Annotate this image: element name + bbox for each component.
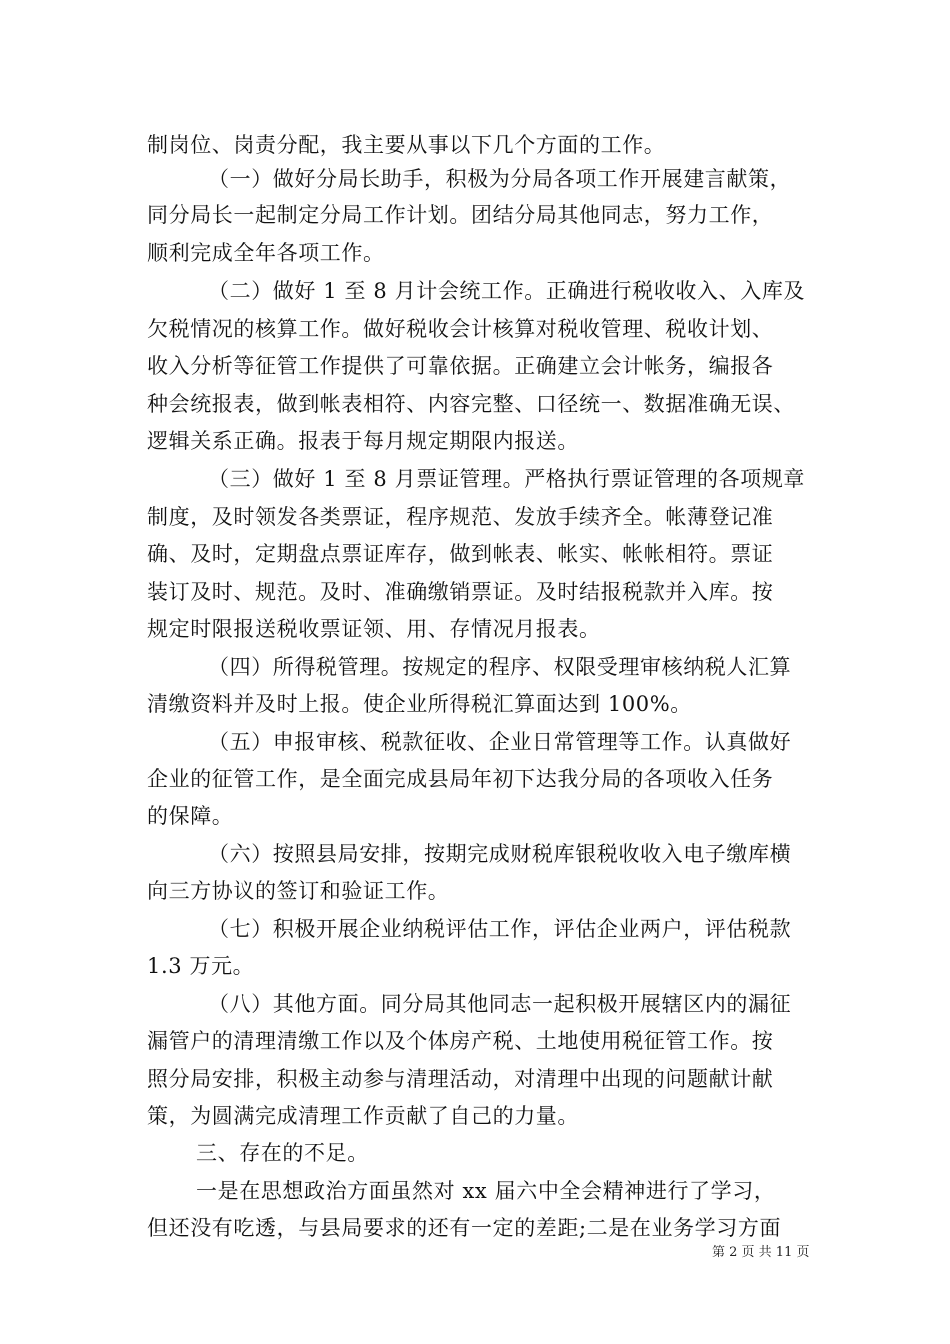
text-line: 一是在思想政治方面虽然对 xx 届六中全会精神进行了学习， — [196, 1179, 776, 1203]
text-line: 规定时限报送税收票证领、用、存情况月报表。 — [147, 617, 601, 641]
text-line: 企业的征管工作，是全面完成县局年初下达我分局的各项收入任务 — [147, 767, 774, 791]
text-line: 三、存在的不足。 — [196, 1141, 369, 1165]
text-line: 照分局安排，积极主动参与清理活动，对清理中出现的问题献计献 — [147, 1067, 774, 1091]
text-line: 制度，及时领发各类票证，程序规范、发放手续齐全。帐薄登记准 — [147, 505, 774, 529]
text-line: 欠税情况的核算工作。做好税收会计核算对税收管理、税收计划、 — [147, 317, 774, 341]
text-line: （四）所得税管理。按规定的程序、权限受理审核纳税人汇算 — [208, 655, 792, 679]
text-line: （六）按照县局安排，按期完成财税库银税收收入电子缴库横 — [208, 842, 792, 866]
text-line: 制岗位、岗责分配，我主要从事以下几个方面的工作。 — [147, 133, 666, 157]
text-line: 1.3 万元。 — [147, 954, 255, 978]
text-line: 逻辑关系正确。报表于每月规定期限内报送。 — [147, 429, 579, 453]
text-line: （二）做好 1 至 8 月计会统工作。正确进行税收收入、入库及 — [208, 279, 806, 303]
text-line: （一）做好分局长助手，积极为分局各项工作开展建言献策， — [208, 167, 792, 191]
text-line: 同分局长一起制定分局工作计划。团结分局其他同志，努力工作， — [147, 203, 774, 227]
text-line: （七）积极开展企业纳税评估工作，评估企业两户，评估税款 — [208, 917, 792, 941]
text-line: （八）其他方面。同分局其他同志一起积极开展辖区内的漏征 — [208, 992, 792, 1016]
text-line: 但还没有吃透，与县局要求的还有一定的差距;二是在业务学习方面 — [147, 1216, 782, 1240]
text-line: 策，为圆满完成清理工作贡献了自己的力量。 — [147, 1104, 579, 1128]
text-line: （五）申报审核、税款征收、企业日常管理等工作。认真做好 — [208, 730, 792, 754]
text-line: 向三方协议的签订和验证工作。 — [147, 879, 450, 903]
text-line: 确、及时，定期盘点票证库存，做到帐表、帐实、帐帐相符。票证 — [147, 542, 774, 566]
text-line: 漏管户的清理清缴工作以及个体房产税、土地使用税征管工作。按 — [147, 1029, 774, 1053]
text-line: 的保障。 — [147, 804, 234, 828]
text-line: 种会统报表，做到帐表相符、内容完整、口径统一、数据准确无误、 — [147, 392, 795, 416]
text-line: 顺利完成全年各项工作。 — [147, 241, 385, 265]
text-line: 清缴资料并及时上报。使企业所得税汇算面达到 100%。 — [147, 692, 692, 716]
page-number: 第 2 页 共 11 页 — [712, 1245, 810, 1260]
text-line: 装订及时、规范。及时、准确缴销票证。及时结报税款并入库。按 — [147, 580, 774, 604]
text-line: 收入分析等征管工作提供了可靠依据。正确建立会计帐务，编报各 — [147, 354, 774, 378]
text-line: （三）做好 1 至 8 月票证管理。严格执行票证管理的各项规章 — [208, 467, 806, 491]
